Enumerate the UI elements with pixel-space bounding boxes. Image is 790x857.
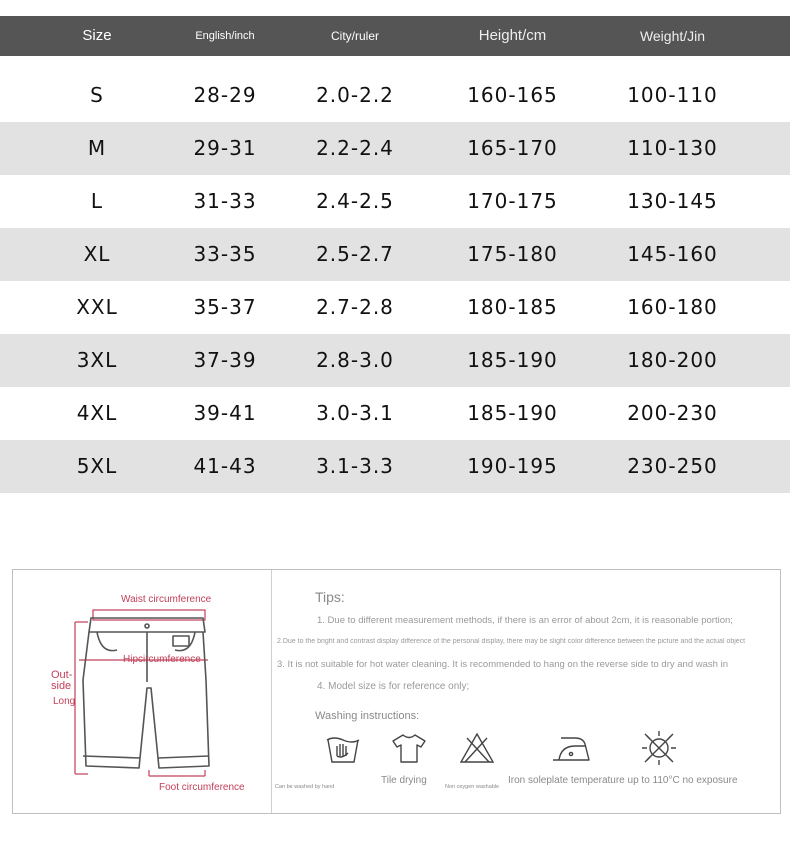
table-row <box>0 69 790 122</box>
foot-label: Foot circumference <box>159 782 245 793</box>
washing-title: Washing instructions: <box>315 710 420 722</box>
cell-city: 3.1-3.3 <box>316 454 394 478</box>
tshirt-icon <box>391 732 427 764</box>
cell-weight: 100-110 <box>627 83 718 107</box>
tips-title: Tips: <box>315 589 345 605</box>
cell-english: 33-35 <box>193 242 257 266</box>
no-bleach-icon <box>459 732 495 764</box>
cell-height: 170-175 <box>467 189 558 213</box>
hip-label: Hipcircumference <box>123 654 201 665</box>
iron-icon <box>549 732 593 764</box>
cell-height: 160-165 <box>467 83 558 107</box>
tip-item-2: 2.Due to the bright and contrast display difference of the personal display, there may be slight color difference between the picture and the actual object <box>277 638 746 645</box>
header-english-inch: English/inch <box>195 30 255 42</box>
table-row <box>0 175 790 228</box>
cell-height: 180-185 <box>467 295 558 319</box>
tile-drying-label: Tile drying <box>381 775 427 786</box>
table-row <box>0 122 790 175</box>
info-panel <box>12 569 781 814</box>
table-row <box>0 334 790 387</box>
cell-city: 2.4-2.5 <box>316 189 394 213</box>
cell-size: L <box>90 189 104 213</box>
cell-weight: 110-130 <box>627 136 718 160</box>
table-row <box>0 228 790 281</box>
cell-height: 190-195 <box>467 454 558 478</box>
cell-english: 37-39 <box>193 348 257 372</box>
cell-weight: 230-250 <box>627 454 718 478</box>
cell-weight: 130-145 <box>627 189 718 213</box>
table-header <box>0 16 790 56</box>
hand-wash-label: Can be washed by hand <box>275 784 335 790</box>
cell-weight: 200-230 <box>627 401 718 425</box>
cell-city: 2.5-2.7 <box>316 242 394 266</box>
size-chart-table <box>0 16 790 478</box>
cell-weight: 160-180 <box>627 295 718 319</box>
shorts-diagram <box>13 570 271 813</box>
header-weight: Weight/Jin <box>639 28 706 44</box>
cell-city: 2.7-2.8 <box>316 295 394 319</box>
outside-label-line2: side <box>51 680 72 692</box>
cell-size: XXL <box>76 295 118 319</box>
cell-english: 35-37 <box>193 295 257 319</box>
waist-label: Waist circumference <box>121 594 212 605</box>
cell-size: S <box>90 83 104 107</box>
header-city-ruler: City/ruler <box>330 29 379 43</box>
non-oxygen-label: Non oxygen washable <box>445 784 500 790</box>
panel-divider <box>271 570 272 813</box>
cell-weight: 145-160 <box>627 242 718 266</box>
header-size: Size <box>82 27 112 44</box>
tip-item-4: 4. Model size is for reference only; <box>317 681 470 692</box>
no-sun-icon <box>639 728 679 768</box>
cell-size: XL <box>83 242 111 266</box>
cell-height: 185-190 <box>467 348 558 372</box>
cell-english: 28-29 <box>193 83 257 107</box>
cell-city: 2.8-3.0 <box>316 348 394 372</box>
cell-english: 29-31 <box>193 136 257 160</box>
table-row <box>0 281 790 334</box>
cell-city: 2.0-2.2 <box>316 83 394 107</box>
iron-label: Iron soleplate temperature up to 110°C no exposure <box>508 775 738 786</box>
cell-weight: 180-200 <box>627 348 718 372</box>
cell-size: M <box>87 136 107 160</box>
tip-item-1: 1. Due to different measurement methods, if there is an error of about 2cm, it is reasonable portion; <box>317 615 733 626</box>
cell-size: 3XL <box>76 348 118 372</box>
cell-height: 165-170 <box>467 136 558 160</box>
cell-english: 41-43 <box>193 454 257 478</box>
cell-city: 2.2-2.4 <box>316 136 394 160</box>
cell-height: 185-190 <box>467 401 558 425</box>
header-height: Height/cm <box>478 27 547 44</box>
outside-label-line1: Out- <box>51 669 73 681</box>
cell-english: 39-41 <box>193 401 257 425</box>
table-row <box>0 440 790 493</box>
cell-size: 5XL <box>76 454 118 478</box>
hand-wash-icon <box>325 732 361 764</box>
cell-city: 3.0-3.1 <box>316 401 394 425</box>
table-row <box>0 387 790 440</box>
tip-item-3: 3. It is not suitable for hot water cleaning. It is recommended to hang on the reverse side to dry and wash in <box>277 659 728 670</box>
cell-size: 4XL <box>76 401 118 425</box>
long-label: Long <box>53 696 76 707</box>
cell-height: 175-180 <box>467 242 558 266</box>
cell-english: 31-33 <box>193 189 257 213</box>
